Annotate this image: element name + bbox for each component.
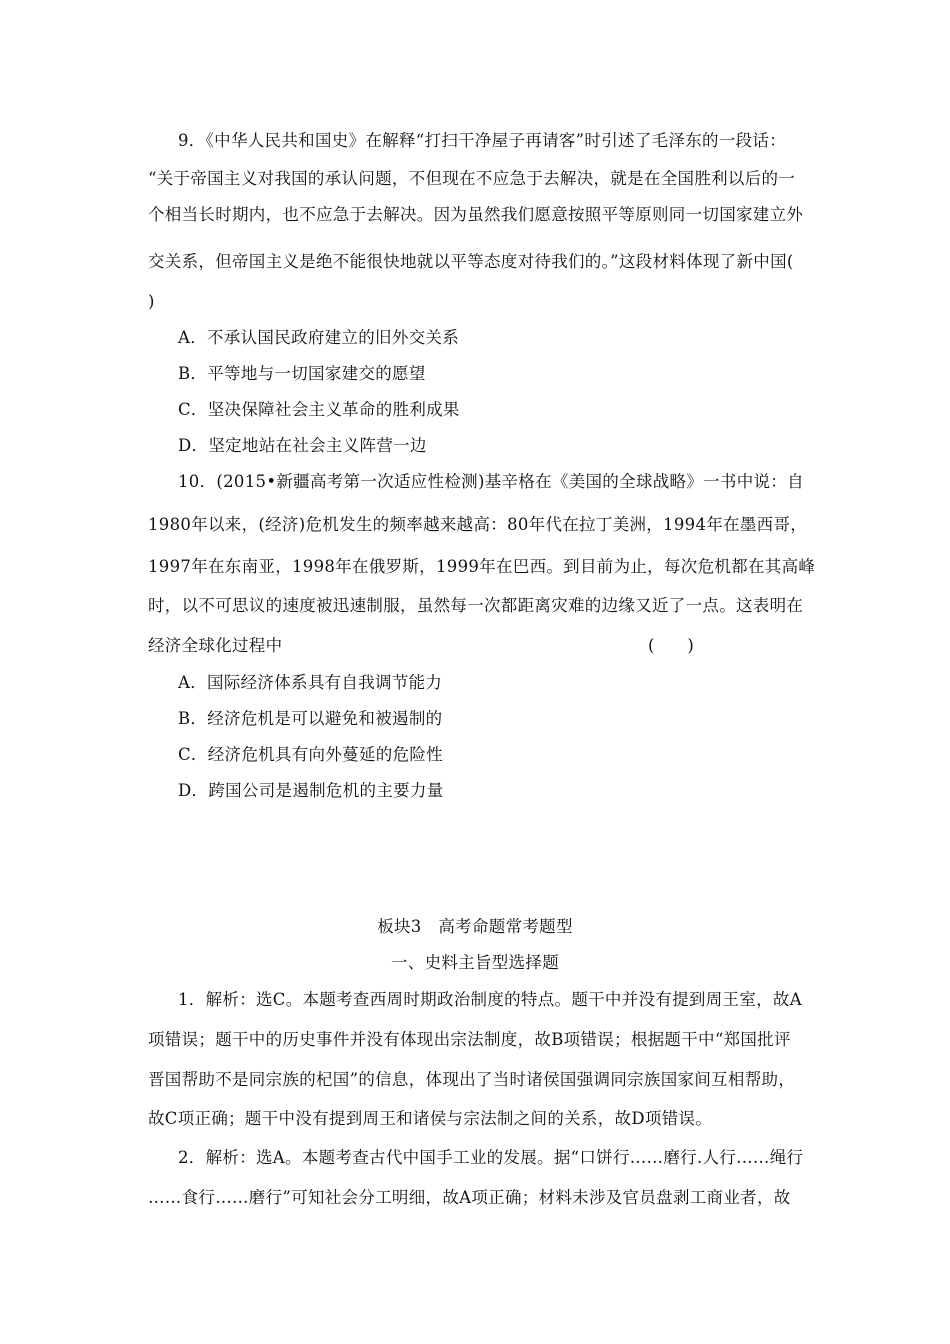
- q9-stem-line-3: 个相当长时期内，也不应急于去解决。因为虽然我们愿意按照平等原则同一切国家建立外: [148, 205, 804, 224]
- answer-2-line-2: ……食行……磨行”可知社会分工明细，故A项正确；材料未涉及官员盘剥工商业者，故: [148, 1188, 791, 1207]
- answer-1-line-2: 项错误；题干中的历史事件并没有体现出宗法制度，故B项错误；根据题干中“郑国批评: [148, 1030, 791, 1049]
- q10-answer-paren: ( ): [648, 636, 694, 655]
- q9-option-b: B．平等地与一切国家建交的愿望: [178, 364, 426, 383]
- q10-stem-line-5: 经济全球化过程中: [148, 636, 283, 655]
- answer-1-line-3: 晋国帮助不是同宗族的杞国”的信息，体现出了当时诸侯国强调同宗族国家间互相帮助，: [148, 1070, 796, 1089]
- q10-option-d: D．跨国公司是遏制危机的主要力量: [178, 781, 444, 800]
- q10-stem-line-1: 10．(2015•新疆高考第一次适应性检测)基辛格在《美国的全球战略》一书中说：自: [178, 472, 804, 491]
- answer-1-line-4: 故C项正确；题干中没有提到周王和诸侯与宗法制之间的关系，故D项错误。: [148, 1109, 713, 1128]
- q10-stem-line-2: 1980年以来，(经济)危机发生的频率越来越高：80年代在拉丁美洲，1994年在墨西哥，: [148, 515, 808, 534]
- answer-1-line-1: 1．解析：选C。本题考查西周时期政治制度的特点。题干中并没有提到周王室，故A: [178, 990, 802, 1009]
- section-title: 板块3 高考命题常考题型: [377, 917, 573, 936]
- q9-stem-line-4: 交关系，但帝国主义是绝不能很快地就以平等态度对待我们的。”这段材料体现了新中国(: [148, 252, 794, 271]
- q9-option-a: A．不承认国民政府建立的旧外交关系: [178, 328, 460, 347]
- q9-stem-line-1: 9．《中华人民共和国史》在解释“打扫干净屋子再请客”时引述了毛泽东的一段话：: [178, 131, 787, 150]
- section-subtitle: 一、史料主旨型选择题: [391, 953, 559, 972]
- q10-stem-line-3: 1997年在东南亚，1998年在俄罗斯，1999年在巴西。到目前为止，每次危机都在其高峰: [148, 557, 816, 576]
- answer-2-line-1: 2．解析：选A。本题考查古代中国手工业的发展。据“口饼行……磨行.人行……绳行: [178, 1148, 804, 1167]
- q9-option-c: C．坚决保障社会主义革命的胜利成果: [178, 400, 460, 419]
- q10-option-b: B．经济危机是可以避免和被遏制的: [178, 709, 443, 728]
- q9-option-d: D．坚定地站在社会主义阵营一边: [178, 436, 427, 455]
- q10-option-a: A．国际经济体系具有自我调节能力: [178, 673, 443, 692]
- q10-option-c: C．经济危机具有向外蔓延的危险性: [178, 745, 443, 764]
- q9-stem-line-2: “关于帝国主义对我国的承认问题，不但现在不应急于去解决，就是在全国胜利以后的一: [148, 169, 796, 188]
- q10-stem-line-4: 时，以不可思议的速度被迅速制服，虽然每一次都距离灾难的边缘又近了一点。这表明在: [148, 596, 804, 615]
- q9-stem-line-5: ): [148, 292, 155, 311]
